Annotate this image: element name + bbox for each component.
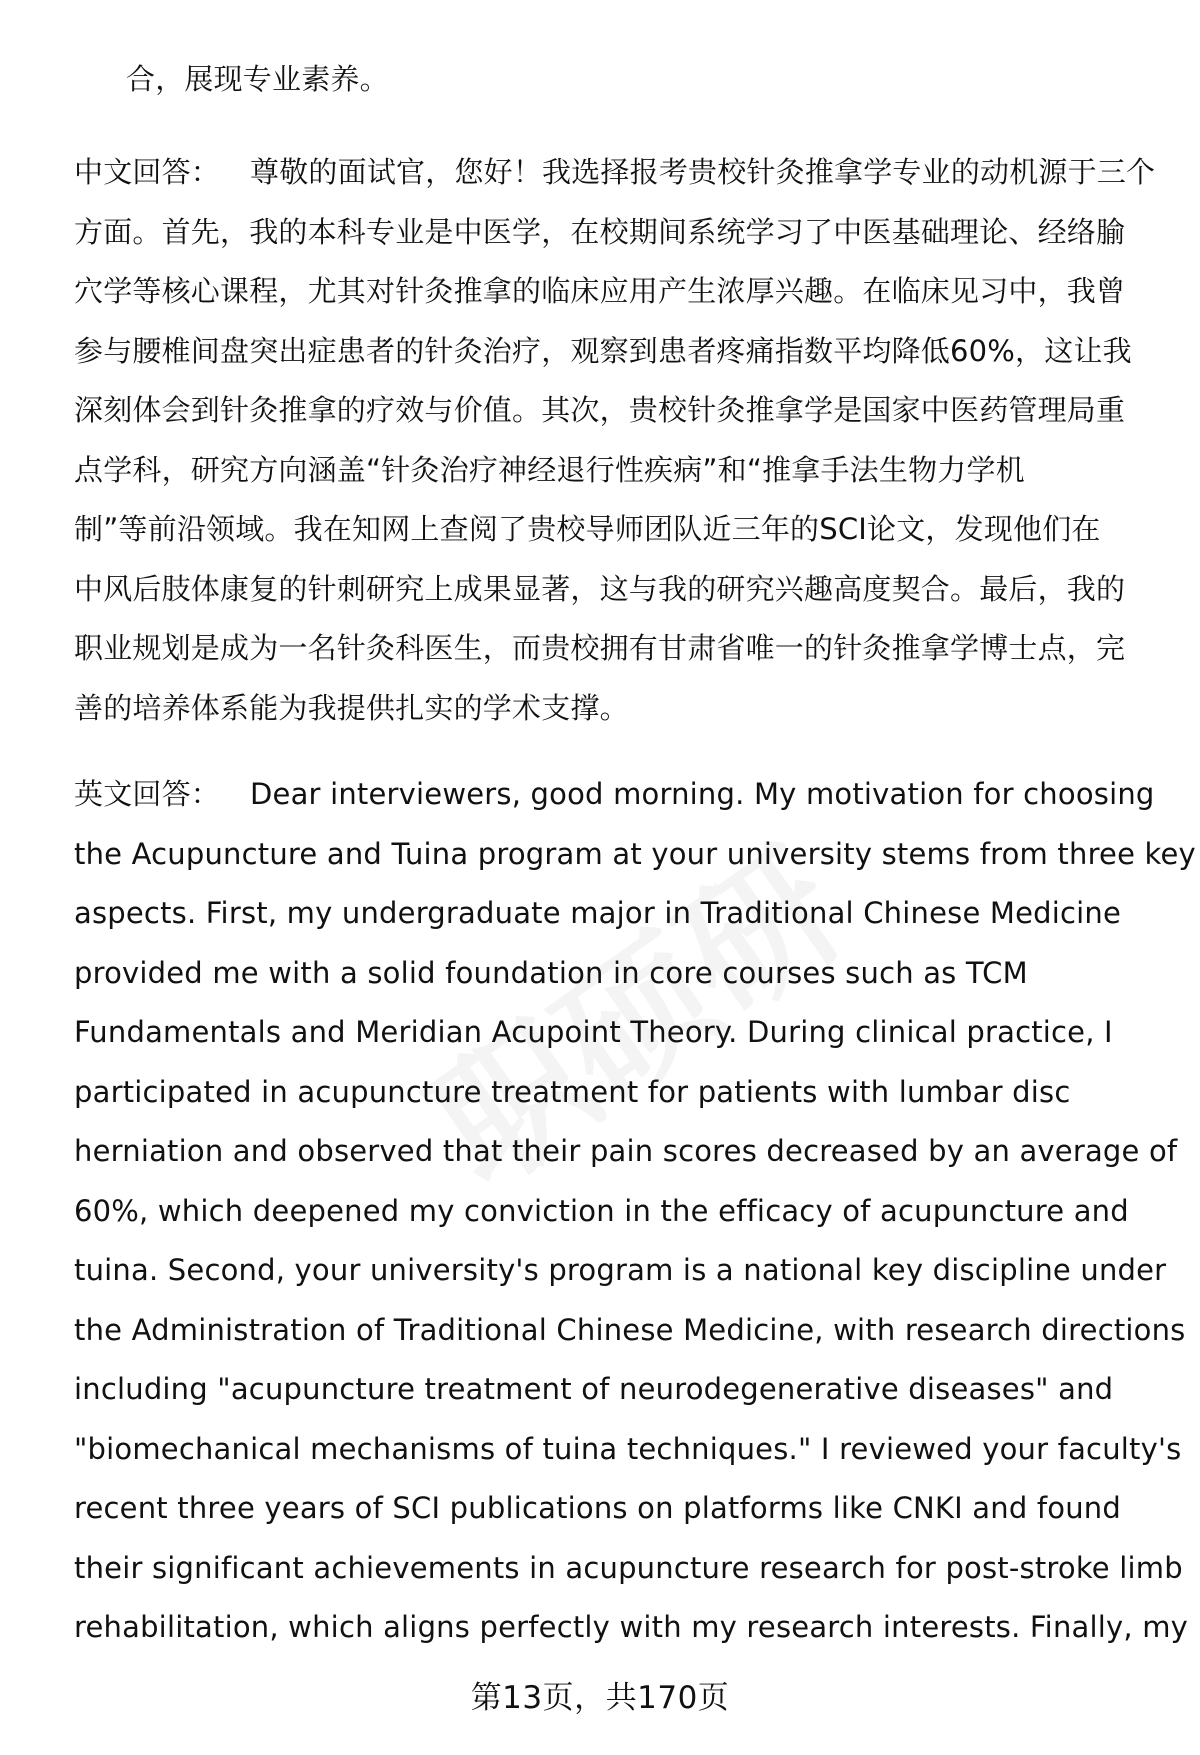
paragraph-line: the Acupuncture and Tuina program at your university stems from three key [74,836,1196,871]
paragraph-line: 参与腰椎间盘突出症患者的针灸治疗，观察到患者疼痛指数平均降低60%，这让我 [74,333,1132,368]
paragraph-line: 制”等前沿领域。我在知网上查阅了贵校导师团队近三年的SCI论文，发现他们在 [74,512,1101,546]
paragraph-line: 中文回答： 尊敬的面试官，您好！我选择报考贵校针灸推拿学专业的动机源于三个 [74,155,1156,189]
paragraph-line: herniation and observed that their pain scores decreased by an average of [74,1134,1178,1168]
paragraph-line: tuina. Second, your university's program is a national key discipline under [74,1253,1167,1287]
paragraph-line: 穴学等核心课程，尤其对针灸推拿的临床应用产生浓厚兴趣。在临床见习中，我曾 [74,274,1126,308]
paragraph-line: "biomechanical mechanisms of tuina techniques." I reviewed your faculty's [74,1431,1182,1466]
chinese-answer-label: 中文回答： [74,155,221,189]
paragraph-line: provided me with a solid foundation in core courses such as TCM [74,955,1028,990]
english-answer-paragraph [74,765,1196,1658]
paragraph-line: 深刻体会到针灸推拿的疗效与价值。其次，贵校针灸推拿学是国家中医药管理局重 [74,393,1126,427]
paragraph-line: Fundamentals and Meridian Acupoint Theory. During clinical practice, I [74,1015,1113,1049]
paragraph-line: 英文回答： Dear interviewers, good morning. My motivation for choosing [74,777,1155,811]
paragraph-line: the Administration of Traditional Chinese Medicine, with research directions [74,1312,1186,1347]
paragraph-line: 点学科，研究方向涵盖“针灸治疗神经退行性疾病”和“推拿手法生物力学机 [74,452,1025,487]
paragraph-line: 合，展现专业素养。 [126,62,389,96]
paragraph-line: including "acupuncture treatment of neurodegenerative diseases" and [74,1372,1114,1406]
paragraph-line: rehabilitation, which aligns perfectly with my research interests. Finally, my [74,1610,1189,1644]
paragraph-line: aspects. First, my undergraduate major in Traditional Chinese Medicine [74,896,1122,930]
chinese-answer-paragraph [74,143,1164,738]
page-number-footer: 第13页，共170页 [470,1680,730,1716]
paragraph-line: 60%, which deepened my conviction in the efficacy of acupuncture and [74,1193,1129,1228]
paragraph-line: 方面。首先，我的本科专业是中医学，在校期间系统学习了中医基础理论、经络腧 [74,214,1126,249]
paragraph-line: their significant achievements in acupuncture research for post-stroke limb [74,1550,1183,1585]
paragraph-line: participated in acupuncture treatment for patients with lumbar disc [74,1074,1071,1109]
paragraph-line: recent three years of SCI publications on platforms like CNKI and found [74,1491,1121,1525]
paragraph-continuation [74,50,1164,110]
paragraph-line: 善的培养体系能为我提供扎实的学术支撑。 [74,690,629,725]
paragraph-line: 职业规划是成为一名针灸科医生，而贵校拥有甘肃省唯一的针灸推拿学博士点，完 [74,631,1126,665]
english-answer-label: 英文回答： [74,777,221,811]
paragraph-line: 中风后肢体康复的针刺研究上成果显著，这与我的研究兴趣高度契合。最后，我的 [74,571,1126,606]
